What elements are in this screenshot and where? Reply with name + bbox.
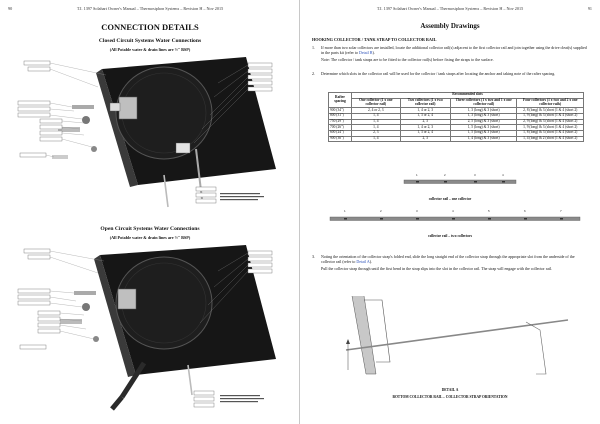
rail-one-bar <box>404 180 516 184</box>
step-1-text-a: If more than two solar collectors are installed, locate the additional collector rail(s) adjacent to the first collector rail and join together using the drive cleat(s) supplied in the parts kit (refer to <box>321 45 587 56</box>
table-cell: 1, 4 or 2, 3 <box>400 125 450 131</box>
rail-two-drawing <box>324 206 586 230</box>
running-head-text-right: T.I. 1397 Solahart Owner's Manual – Thermosiphon Systems – Revision H – Nov 2015 <box>376 6 524 11</box>
closed-circuit-subheading: (All Potable water & drain lines are ½" BSP) <box>109 47 191 52</box>
step-2-number: 2. <box>312 71 315 76</box>
svg-text:2: 2 <box>380 209 382 213</box>
step-3-note: Pull the collector strap through until the first bend in the strap slips into the slot in the collector rail. The strap will engage with the collector rail. <box>321 266 553 272</box>
detail-b-link[interactable]: Detail B <box>359 50 373 56</box>
right-page <box>300 0 600 424</box>
table-cell: 1, 3 or 2, 4 <box>400 131 450 137</box>
table-body <box>329 108 584 142</box>
section-heading: HOOKING COLLECTOR / TANK STRAP TO COLLECTOR RAIL <box>312 37 437 42</box>
closed-circuit-heading: Closed Circuit Systems Water Connections <box>98 38 202 44</box>
step-2-text: Determine which slots in the collector rail will be used for the collector / tank straps after locating the anchor and taking note of the rafter spacing. <box>321 71 556 76</box>
open-circuit-drawing <box>14 245 286 417</box>
svg-text:1: 1 <box>344 209 346 213</box>
detail-a-svg <box>336 290 576 380</box>
tank-panel-closed <box>96 57 276 207</box>
table-cell: 700 (26") <box>329 125 352 131</box>
open-circuit-heading: Open Circuit Systems Water Connections <box>100 226 200 232</box>
table-cell: 2, 3 <box>352 131 401 137</box>
table-cell: 2, 3 <box>400 136 450 142</box>
step-3-number: 3. <box>312 254 315 259</box>
page-number-right: 91 <box>587 6 592 11</box>
table-cell: 2, 4 or 2, 3 <box>352 108 401 114</box>
table-cell: 750 (29") <box>329 119 352 125</box>
table-cell: 1, 4 (long) & 3 (short) <box>450 136 517 142</box>
fittings-open <box>60 291 99 342</box>
table-cell: 1, 4 <box>352 125 401 131</box>
table-cell: 1, 5 (long) & 3 (short) <box>450 131 517 137</box>
step-3 <box>312 254 588 272</box>
table-row <box>329 136 584 142</box>
strap-body <box>352 296 376 374</box>
step-3-text-a: Noting the orientation of the collector strap's folded end, slide the long straight end of the collector strap through the appropriate slot from the underside of the collector rail (refer to <box>321 254 575 265</box>
page-number-left: 90 <box>8 6 13 11</box>
table-cell: 600 (24") <box>329 131 352 137</box>
col-two-collectors: Two collectors (1 x two collector rail) <box>400 98 450 108</box>
step-1-number: 1. <box>312 45 315 50</box>
table-cell: 1, 4 <box>352 136 401 142</box>
step-2 <box>312 71 588 76</box>
svg-text:7: 7 <box>560 209 562 213</box>
rail-two-svg <box>324 206 586 230</box>
svg-text:4: 4 <box>502 173 504 177</box>
detail-a-drawing <box>336 290 576 380</box>
callout-leaders-left-closed <box>46 63 106 157</box>
svg-text:3: 3 <box>474 173 476 177</box>
assembly-drawings-title: Assembly Drawings <box>420 22 480 30</box>
table-cell: 1, 3 (long) & 3 (short) <box>450 113 517 119</box>
callouts-left-open <box>18 249 60 349</box>
notes-closed <box>220 193 264 200</box>
detail-a-caption: DETAIL A <box>441 388 459 392</box>
table-cell: 1, 4 <box>352 119 401 125</box>
table-cell: 1, 4 (long) & 2 (short (1 & 4 (short 2) <box>517 136 584 142</box>
col-three-collectors: Three collectors (1 x two and 1 x one collector rail) <box>450 98 517 108</box>
table-cell: 1, 5 (long) & 3 (short) <box>450 125 517 131</box>
table-cell: 1, 4 <box>352 113 401 119</box>
closed-circuit-illustration <box>14 57 286 215</box>
table-cell: 2, 5 (long) & 3 (short) <box>450 119 517 125</box>
arrow-head <box>346 339 350 344</box>
table-cell: 2, 8 (long) & 3 (short (1 & 4 (short 2) <box>517 108 584 114</box>
notes-open <box>220 395 264 402</box>
table-header-top: Recommended slots <box>352 93 584 99</box>
rail-one-drawing <box>334 170 578 194</box>
closed-circuit-drawing <box>14 57 286 215</box>
rail-two-caption: collector rail – two collectors <box>427 234 473 238</box>
svg-text:6: 6 <box>524 209 526 213</box>
rail-two-numbers <box>344 209 562 213</box>
connection-details-title: CONNECTION DETAILS <box>101 22 199 32</box>
table-cell: 2, 3 <box>400 119 450 125</box>
callouts-left-closed <box>18 61 62 157</box>
step-1-text-b: ). <box>372 50 375 56</box>
table-cell: 1, 3 or 2, 4 <box>400 113 450 119</box>
running-head-right <box>300 6 600 14</box>
step-1 <box>312 45 588 63</box>
running-head-left <box>0 6 300 14</box>
strap-right <box>526 322 546 374</box>
running-head-text-left: T.I. 1397 Solahart Owner's Manual – Thermosiphon Systems – Revision H – Nov 2015 <box>76 6 224 11</box>
table-cell: 1, 9 (long) & 3 (short (1 & 4 (short 2) <box>517 125 584 131</box>
table-cell: 900 (36") <box>329 136 352 142</box>
table-cell: 800 (31") <box>329 113 352 119</box>
collector-rail-side <box>346 320 568 350</box>
table-cell: 1, 3 (long) & 3 (short) <box>450 108 517 114</box>
recommended-slots-table <box>328 92 584 142</box>
rail-one-numbers <box>416 173 504 177</box>
step-3-text-b: ). <box>369 259 373 265</box>
open-circuit-subheading: (All Potable water & drain lines are ½" BSP) <box>109 235 191 240</box>
rail-one-caption: collector rail – one collector <box>428 197 472 201</box>
table-cell: 1, 9 (long) & 3 (short (1 & 4 (short 2) <box>517 113 584 119</box>
table-cell: 1, 8 (long) & 3 (short (1 & 4 (short 2) <box>517 131 584 137</box>
open-circuit-illustration <box>14 245 286 417</box>
svg-text:2: 2 <box>444 173 446 177</box>
table-cell: 2, 9 (long) & 3 (short (1 & 4 (short 2) <box>517 119 584 125</box>
col-rafter-spacing: Rafter spacing <box>329 93 352 108</box>
svg-text:5: 5 <box>488 209 490 213</box>
svg-text:1: 1 <box>416 173 418 177</box>
table-cell: 1, 4 or 2, 3 <box>400 108 450 114</box>
table-cell: 900 (34") <box>329 108 352 114</box>
step-1-note: Note: The collector / tank straps are to be fitted to the collector rail(s) before fixing the straps to the surface. <box>321 57 494 63</box>
svg-text:3: 3 <box>416 209 418 213</box>
rail-one-svg <box>334 170 578 194</box>
detail-a-subcaption: BOTTOM COLLECTOR RAIL – COLLECTOR STRAP ORIENTATION <box>392 395 508 399</box>
col-four-collectors: Four collectors (1 x two and 2 x one collector rails) <box>517 98 584 108</box>
col-one-collector: One collector (1 x one collector rail) <box>352 98 401 108</box>
svg-text:4: 4 <box>452 209 454 213</box>
detail-a-link[interactable]: Detail A <box>356 259 370 265</box>
